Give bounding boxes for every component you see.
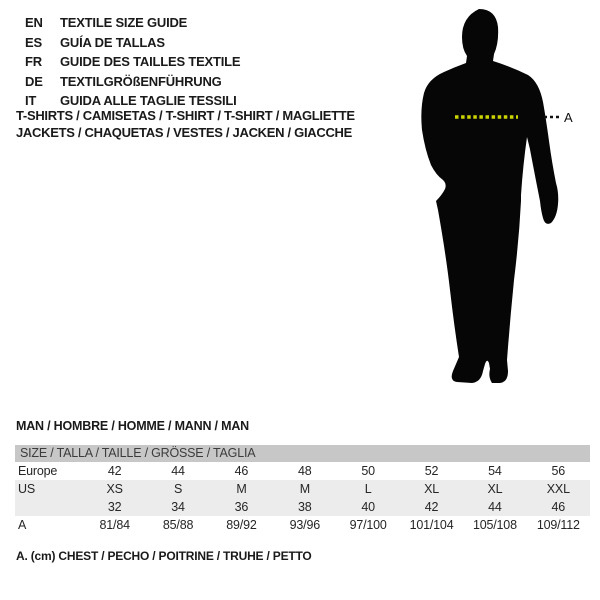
size-table: [15, 445, 590, 534]
language-list: [25, 13, 240, 111]
table-cell: 109/112: [536, 518, 580, 532]
language-title: GUIDE DES TAILLES TEXTILE: [60, 54, 241, 70]
table-cell: 42: [107, 464, 122, 478]
table-cell: 85/88: [162, 518, 194, 532]
table-row-chest-a: [15, 516, 590, 534]
table-cell: 97/100: [349, 518, 387, 532]
table-cell: XS: [106, 482, 123, 496]
table-cell: M: [236, 482, 247, 496]
measurement-footnote: A. (cm) CHEST / PECHO / POITRINE / TRUHE / PETTO: [16, 549, 312, 563]
table-cell: 36: [234, 500, 249, 514]
row-label: Europe: [18, 464, 58, 478]
language-row-en: [25, 13, 240, 33]
man-silhouette-figure: [400, 5, 600, 397]
table-cell: 40: [361, 500, 375, 514]
table-row-us-numeric: [15, 498, 590, 516]
language-code: IT: [25, 93, 37, 109]
language-title: GUÍA DE TALLAS: [60, 34, 165, 50]
man-silhouette: [400, 5, 600, 397]
language-row-es: [25, 33, 240, 53]
table-cell: 44: [171, 464, 185, 478]
table-cell: 42: [424, 500, 439, 514]
table-cell: 46: [234, 464, 249, 478]
language-code: FR: [25, 54, 42, 70]
row-label: A: [18, 518, 27, 532]
category-tshirts: T-SHIRTS / CAMISETAS / T-SHIRT / T-SHIRT / MAGLIETTE: [16, 108, 355, 123]
language-code: ES: [25, 34, 42, 50]
table-cell: 81/84: [99, 518, 130, 532]
language-title: TEXTILE SIZE GUIDE: [60, 15, 188, 31]
table-cell: 54: [488, 464, 502, 478]
silhouette-shape: [421, 9, 558, 383]
row-label: US: [18, 482, 35, 496]
table-cell: XL: [487, 482, 503, 496]
table-cell: 50: [361, 464, 375, 478]
language-title: GUIDA ALLE TAGLIE TESSILI: [60, 93, 237, 109]
table-cell: L: [364, 482, 372, 496]
table-cell: 52: [424, 464, 439, 478]
table-cell: 93/96: [289, 518, 320, 532]
table-cell: 101/104: [409, 518, 454, 532]
table-cell: XXL: [546, 482, 570, 496]
table-cell: 32: [107, 500, 122, 514]
table-row-europe: [15, 462, 590, 480]
language-row-de: [25, 72, 240, 92]
language-code: DE: [25, 73, 43, 89]
table-cell: 34: [171, 500, 185, 514]
table-cell: 48: [298, 464, 312, 478]
table-cell: 38: [298, 500, 312, 514]
table-cell: 46: [551, 500, 566, 514]
measure-label-a: A: [564, 110, 573, 125]
table-row-us: [15, 480, 590, 498]
table-cell: M: [299, 482, 310, 496]
table-header-size: SIZE / TALLA / TAILLE / GRÖSSE / TAGLIA: [15, 445, 590, 462]
table-cell: S: [173, 482, 183, 496]
table-cell: 44: [488, 500, 502, 514]
category-jackets: JACKETS / CHAQUETAS / VESTES / JACKEN / GIACCHE: [16, 125, 352, 140]
language-row-fr: [25, 52, 240, 72]
row-label: [15, 498, 83, 516]
table-cell: 89/92: [226, 518, 257, 532]
language-code: EN: [25, 15, 43, 31]
language-title: TEXTILGRÖßENFÜHRUNG: [60, 73, 222, 89]
section-title-man: MAN / HOMBRE / HOMME / MANN / MAN: [16, 419, 249, 433]
table-cell: 56: [551, 464, 566, 478]
table-cell: 105/108: [473, 518, 517, 532]
table-cell: XL: [424, 482, 439, 496]
garment-categories: [16, 107, 355, 141]
